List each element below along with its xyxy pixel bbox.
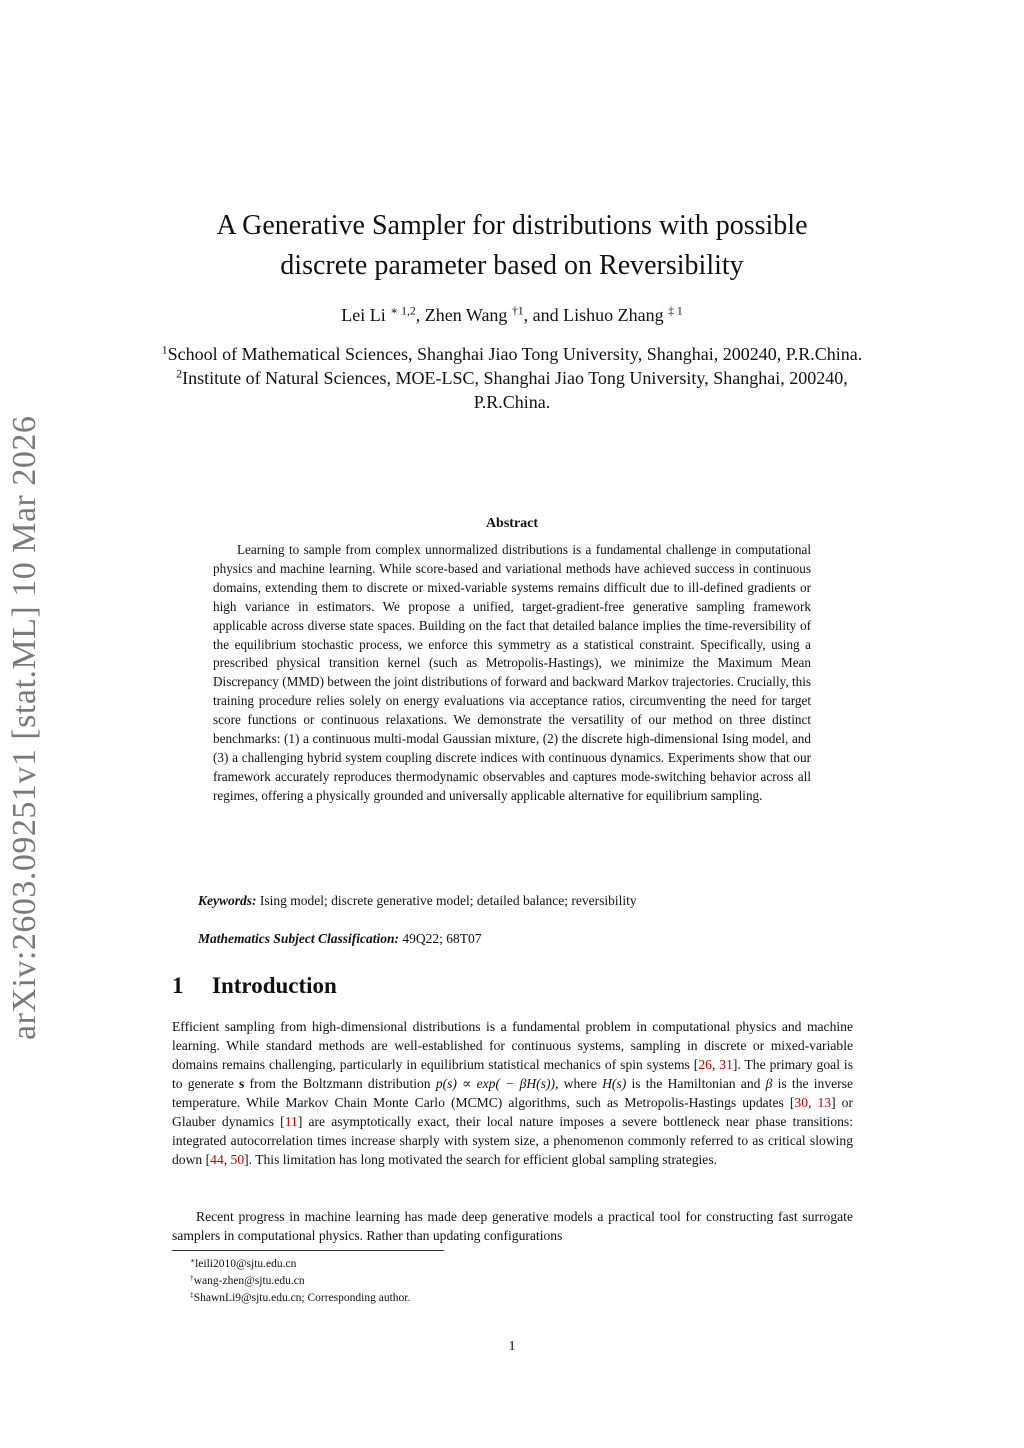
body-text: ]. This limitation has long motivated the search for efficient global sampling strategies. bbox=[244, 1152, 718, 1167]
citation-link[interactable]: 31 bbox=[719, 1057, 733, 1072]
citation-link[interactable]: 13 bbox=[817, 1095, 832, 1110]
citation-link[interactable]: 26 bbox=[698, 1057, 712, 1072]
footnote-email[interactable]: ShawnLi9@sjtu.edu.cn; Corresponding author. bbox=[193, 1292, 411, 1304]
body-text: , where bbox=[555, 1076, 603, 1091]
affiliation bbox=[160, 342, 864, 366]
footnote bbox=[190, 1290, 790, 1307]
author-name: Zhen Wang bbox=[424, 305, 508, 325]
abstract-text: Learning to sample from complex unnormalized distributions is a fundamental challenge in computational physics and machine learning. While score-based and variational methods have achieved success in continuous domains, extending them to discrete or mixed-variable systems remains difficult due to ill-defined gradients or high variance in estimators. We propose a unified, target-gradient-free generative sampling framework applicable across diverse state spaces. Building on the fact that detailed balance implies the time-reversibility of the equilibrium stochastic process, we enforce this symmetry as a statistical constraint. Specifically, using a prescribed physical transition kernel (such as Metropolis-Hastings), we minimize the Maximum Mean Discrepancy (MMD) between the joint distributions of forward and backward Markov trajectories. Crucially, this training procedure relies solely on energy evaluations via acceptance ratios, circumventing the need for target score functions or continuous relaxations. We demonstrate the versatility of our method on three distinct benchmarks: (1) a continuous multi-modal Gaussian mixture, (2) the discrete high-dimensional Ising model, and (3) a challenging hybrid system coupling discrete indices with continuous dynamics. Experiments show that our framework accurately reproduces thermodynamic observables and captures mode-switching behavior across all regimes, offering a physically grounded and universally applicable alternative for equilibrium sampling. bbox=[213, 542, 811, 803]
footnote bbox=[190, 1256, 790, 1273]
author-marks: ‡ 1 bbox=[668, 304, 683, 318]
footnotes bbox=[190, 1256, 790, 1307]
footnote-rule bbox=[172, 1250, 444, 1251]
author-marks: †1 bbox=[511, 304, 524, 318]
affiliation-text: Institute of Natural Sciences, MOE-LSC, Shanghai Jiao Tong University, Shanghai, 200240, P.R.China. bbox=[182, 368, 848, 412]
math-expression: β bbox=[765, 1076, 773, 1091]
footnote-mark: ∗ bbox=[190, 1255, 196, 1265]
author-separator: , and bbox=[523, 305, 564, 325]
section-title: Introduction bbox=[212, 973, 337, 998]
author-name: Lei Li bbox=[341, 305, 386, 325]
citation-link[interactable]: 30 bbox=[794, 1095, 808, 1110]
keywords-label: Keywords: bbox=[198, 893, 257, 908]
author-separator: , bbox=[415, 305, 425, 325]
citation-link[interactable]: 50 bbox=[230, 1152, 245, 1167]
footnote-mark: ‡ bbox=[190, 1289, 194, 1299]
affiliation-number: 2 bbox=[176, 367, 183, 381]
intro-paragraph-2: Recent progress in machine learning has made deep generative models a practical tool for constructing fast surrogate samplers in computational physics. Rather than updating configurations bbox=[172, 1209, 853, 1243]
title-line-1: A Generative Sampler for distributions with possible bbox=[216, 210, 808, 241]
abstract-heading: Abstract bbox=[485, 516, 539, 531]
keywords bbox=[198, 891, 828, 911]
keywords-text: Ising model; discrete generative model; detailed balance; reversibility bbox=[259, 893, 637, 908]
msc-text: 49Q22; 68T07 bbox=[402, 931, 482, 946]
body-text: ] or Glauber dynamics [ bbox=[172, 1095, 853, 1129]
author-name: Lishuo Zhang bbox=[563, 305, 664, 325]
msc-label: Mathematics Subject Classification: bbox=[198, 931, 400, 946]
body-text: from the Boltzmann distribution bbox=[244, 1076, 436, 1091]
body-text: , bbox=[711, 1057, 720, 1072]
section-heading bbox=[172, 973, 852, 999]
citation-link[interactable]: 11 bbox=[284, 1114, 298, 1129]
section-number: 1 bbox=[172, 973, 184, 998]
citation-link[interactable]: 44 bbox=[210, 1152, 224, 1167]
affiliation-text: School of Mathematical Sciences, Shanghai Jiao Tong University, Shanghai, 200240, P.R.China. bbox=[167, 344, 863, 364]
msc-classification bbox=[198, 929, 828, 949]
affiliation bbox=[160, 366, 864, 414]
body-text: is the Hamiltonian and bbox=[626, 1076, 766, 1091]
author-marks: ∗ 1,2 bbox=[390, 304, 416, 318]
paper-title bbox=[160, 206, 864, 286]
footnote-email[interactable]: leili2010@sjtu.edu.cn bbox=[195, 1258, 297, 1270]
math-expression: H(s) bbox=[602, 1076, 627, 1091]
body-text: ]. The primary goal is to generate bbox=[172, 1057, 853, 1091]
affiliations bbox=[160, 342, 864, 414]
author-list bbox=[160, 300, 864, 330]
body-text: , bbox=[223, 1152, 231, 1167]
footnote bbox=[190, 1273, 790, 1290]
body-text: ] are asymptotically exact, their local nature imposes a severe bottleneck near phase transitions: integrated autocorrelation times increase sharply with system size, a phenomenon commonly referred to as critical slowing down [ bbox=[172, 1114, 853, 1167]
math-bold-s: s bbox=[239, 1076, 245, 1091]
body-text: , bbox=[807, 1095, 818, 1110]
footnote-mark: † bbox=[190, 1272, 194, 1282]
affiliation-number: 1 bbox=[161, 343, 168, 357]
body-text: Efficient sampling from high-dimensional distributions is a fundamental problem in computational physics and machine learning. While standard methods are well-established for continuous systems, sampling in discrete or mixed-variable domains remains challenging, particularly in equilibrium statistical mechanics of spin systems [ bbox=[172, 1019, 853, 1072]
footnote-email[interactable]: wang-zhen@sjtu.edu.cn bbox=[193, 1275, 305, 1287]
page-number: 1 bbox=[508, 1339, 516, 1354]
arxiv-identifier: arXiv:2603.09251v1 [stat.ML] 10 Mar 2026 bbox=[6, 415, 43, 1040]
math-expression: p(s) ∝ exp( − βH(s)) bbox=[435, 1076, 556, 1091]
title-line-2: discrete parameter based on Reversibility bbox=[280, 250, 744, 281]
body-text: is the inverse temperature. While Markov Chain Monte Carlo (MCMC) algorithms, such as Metropolis-Hastings updates [ bbox=[172, 1076, 854, 1110]
intro-paragraph-1 bbox=[172, 1017, 853, 1169]
